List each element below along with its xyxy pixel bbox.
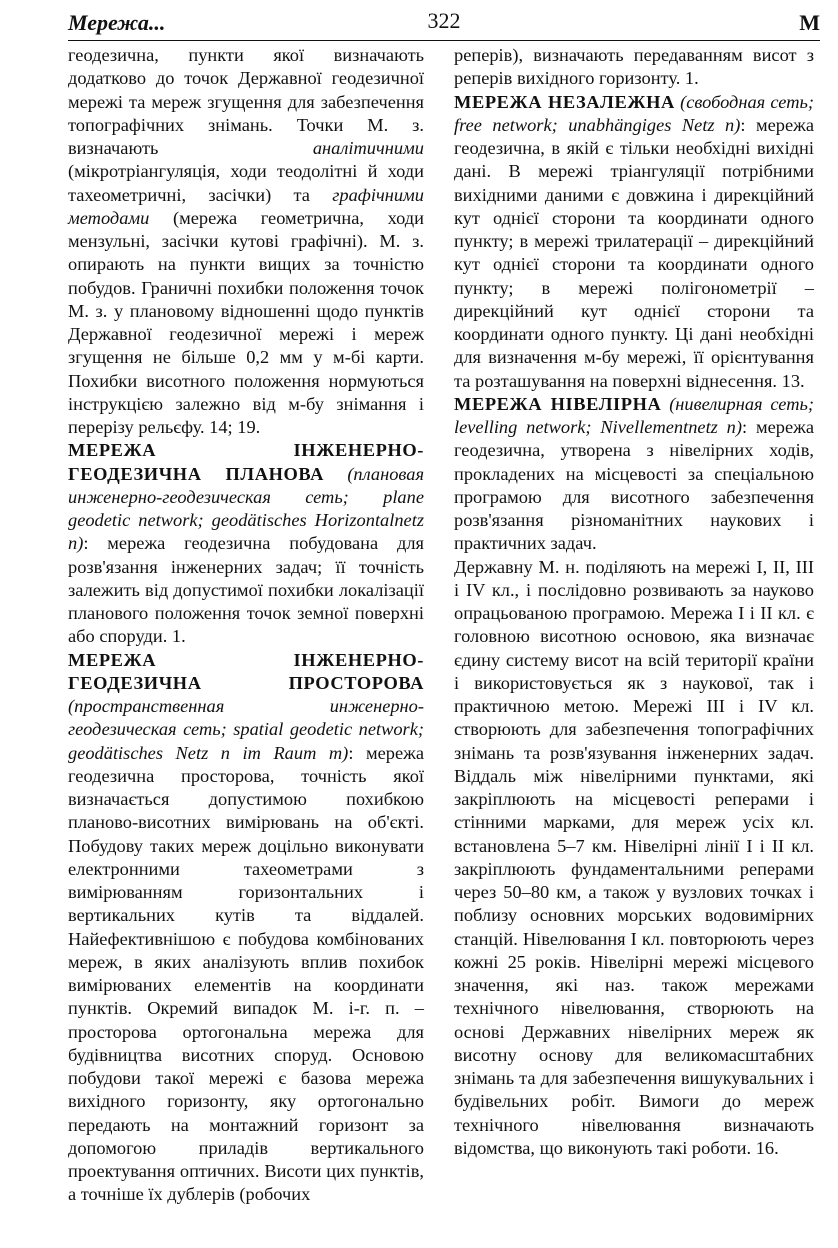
section-letter: М <box>799 10 820 35</box>
entry-continuation: геодезична, пункти якої визначають додатково до точок Державної геодезичної мережі та мереж згущення для забезпечення топографічних знімань. Точки М. з. визначають аналітичними (мікротріангуляція, ходи теодолітні й ходи тахеометричні, засічки) та графічними методами (мережа геометрична, ходи мензульні, засічки кутові графічні). М. з. опирають на пункти вищих за точністю побудов. Граничні похибки положення точок М. з. у плановому відношенні щодо пунктів Державної геодезичної мережі і мереж згущення не більше 0,2 мм у м-бі карти. Похибки висотного положення нормуються інструкцією залежно від м-бу знімання і перерізу рельєфу. 14; 19. <box>68 45 424 437</box>
entry-term: МЕРЕЖА ІНЖЕНЕРНО-ГЕОДЕЗИЧНА ПРОСТОРОВА <box>68 649 424 693</box>
entry-independent-network: МЕРЕЖА НЕЗАЛЕЖНА (свободная сеть; free network; unabhängiges Netz n): мережа геодезична, в якій є тільки необхідні вихідні дані. В мережі тріангуляції потрібними вихідними даними є довжина і дирекційний кут однієї сторони та координати одного пункту; в мережі трилатерації – дирекційний кут однієї сторони та координати одного пункту; в мережі полігонометрії – дирекційний кут однієї сторони та координати одного пункту. Ці дані необхідні для визначення м-бу мережі, її орієнтування та розташування на поверхні віднесення. 13. <box>454 91 814 391</box>
entry-paragraph: Державну М. н. поділяють на мережі I, II, III і IV кл., і послідовно розвивають за науково опрацьованою програмою. Мережа I і II кл. є головною висотною основою, яка визначає єдину систему висот на всій території країни і використовується як з наукової, так і практичною метою. Мережі III і IV кл. створюють для забезпечення топографічних знімань та розв'язування інженерних задач. Віддаль між нівелірними пунктами, які закріплюють на місцевості реперами і стінними марками, для мереж усіх кл. встановлена 5–7 км. Нівелірні лінії I і II кл. закріплюють фундаментальними реперами через 50–80 км, а також у вузлових точках і поблизу основних морських водовимірних станцій. Нівелювання I кл. повторюють через кожні 25 років. Нівелірні мережі місцевого значення, які наз. також мережами технічного нівелювання, створюють на основі Державних нівелірних мереж як висотну основу для великомасштабних знімань та для забезпечення вишукувальних і будівельних робіт. Вимоги до мереж технічного нівелювання визначають відомства, що виконують такі роботи. 16. <box>454 556 814 1158</box>
right-column <box>454 44 814 1160</box>
header-rule <box>68 40 820 41</box>
left-column <box>68 44 424 1207</box>
running-head: Мережа... <box>68 10 166 35</box>
entry-term: МЕРЕЖА НІВЕЛІРНА <box>454 393 662 414</box>
page-header <box>68 8 820 42</box>
entry-engineering-spatial: МЕРЕЖА ІНЖЕНЕРНО-ГЕОДЕЗИЧНА ПРОСТОРОВА (пространственная инженерно-геодезическая сеть; spatial geodetic network; geodätisches Netz n im Raum m): мережа геодезична просторова, точність якої визначається допустимою похибкою планово-висотних вимірювань на об'єкті. Побудову таких мереж доцільно виконувати електронними тахеометрами з вимірюванням горизонтальних і вертикальних кутів та віддалей. Найефективнішою є побудова комбінованих мереж, в яких аналізують вплив похибок вимірюваних елементів на координати пунктів. Окремий випадок М. і-г. п. – просторова ортогональна мережа для будівництва висотних споруд. Основою побудови такої мережі є базова мережа вихідного горизонту, яку ортогонально передають на монтажний горизонт за допомогою приладів вертикального проектування оптичних. Висоти цих пунктів, а точніше їх дублерів (робочих <box>68 649 424 1205</box>
entry-term: МЕРЕЖА НЕЗАЛЕЖНА <box>454 91 675 112</box>
entry-levelling-network: МЕРЕЖА НІВЕЛІРНА (нивелирная сеть; levelling network; Nivellementnetz n): мережа геодезична, утворена з нівелірних ходів, прокладених на місцевості за спеціальною програмою для висотного забезпечення розв'язання різноманітних наукових і практичних задач. <box>454 393 814 554</box>
entry-engineering-plane: МЕРЕЖА ІНЖЕНЕРНО-ГЕОДЕЗИЧНА ПЛАНОВА (плановая инженерно-геодезическая сеть; plane geodetic network; geodätisches Horizontalnetz n): мережа геодезична побудована для розв'язання інженерних задач; її точність залежить від допустимої похибки локалізації планового положення точок земної поверхні або споруди. 1. <box>68 440 424 647</box>
page-number: 322 <box>427 8 461 33</box>
entry-continuation: реперів), визначають передаванням висот з реперів вихідного горизонту. 1. <box>454 45 814 89</box>
entry-term: МЕРЕЖА ІНЖЕНЕРНО-ГЕОДЕЗИЧНА ПЛАНОВА <box>68 440 424 484</box>
